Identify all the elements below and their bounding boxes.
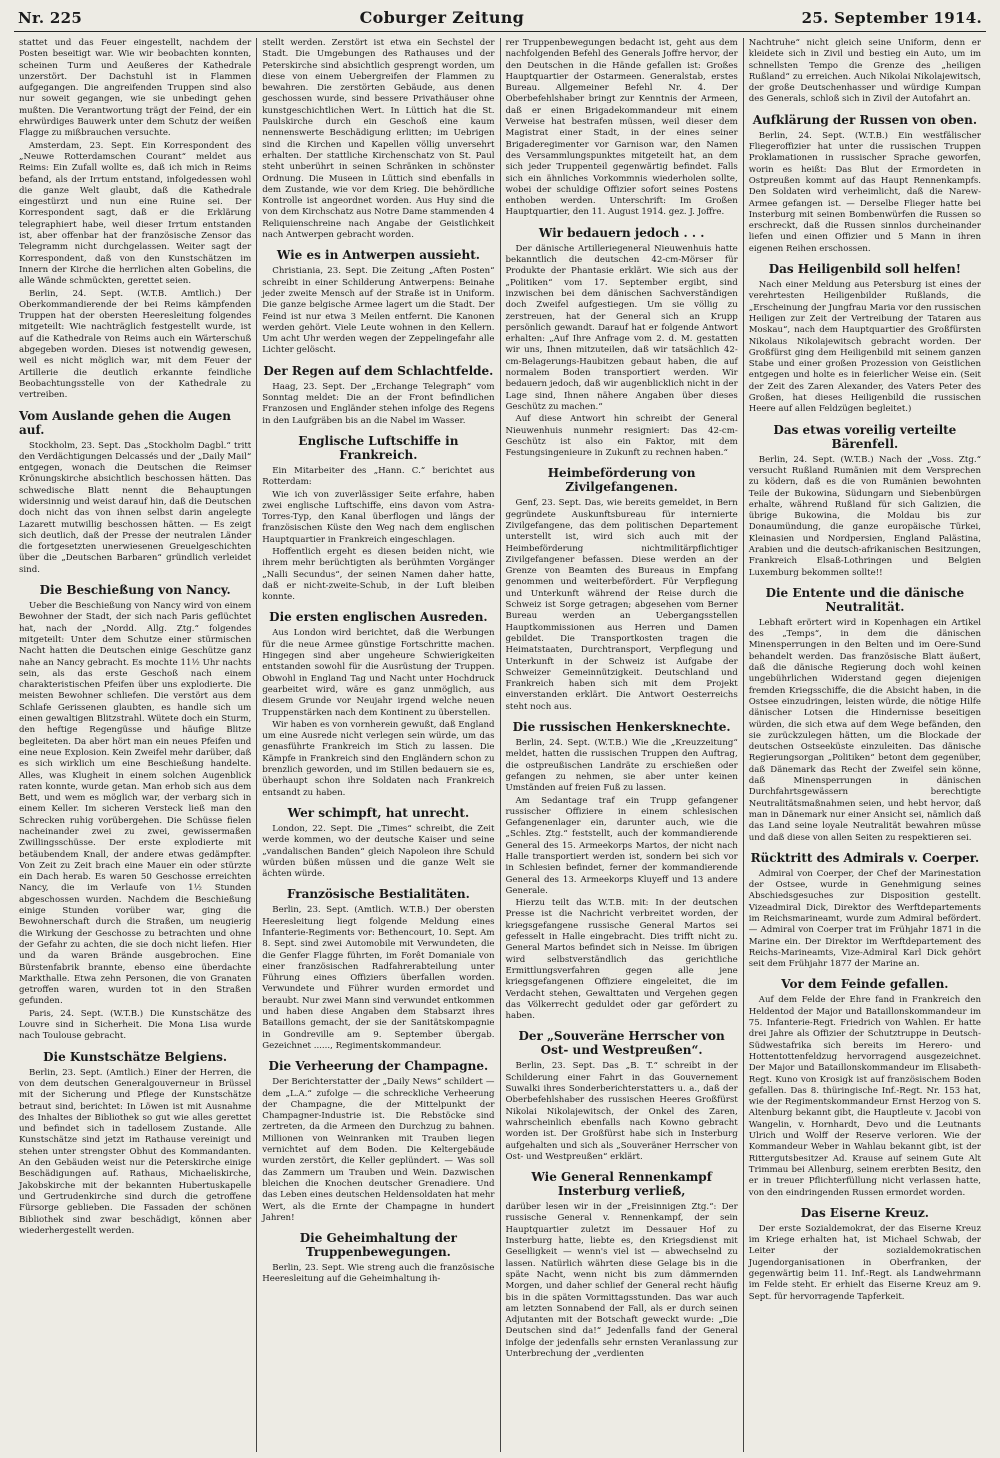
paragraph: Auf dem Felde der Ehre fand in Frankreich den Heldentod der Major und Bataillonskommandeur im 75. Infanterie-Regt. Friedrich von Wahlen. Er hatte drei Jahre als Offizier der Schutztruppe in Deutsch-Südwestafrika sich bereits im Herero- und Hottentottenfeldzug hervorragend ausgezeichnet. Der Major und Bataillonskommandeur im Elisabeth-Regt. Kuno von Krosigk ist auf französischem Boden gefallen. Das 8. thüringische Inf.-Regt. Nr. 153 hat, wie der Regimentskommandeur Ernst Herzog von S. Altenburg bekannt gibt, die Hauptleute v. Jacobi von Wangelin, v. Hornhardt, Devo und die Leutnants Ulrich und Wolff der Reserve verloren. Wie der Kommandeur Weber in Wahlau bekannt gibt, ist der Rittergutsbesitzer Ad. Krause auf seinem Gute Alt Trimmau bei Allenburg, seinem ererbten Besitz, den er in treuer Pflichterfüllung nicht verlassen hatte, von den eindringenden Russen ermordet worden. — [748, 995, 981, 1198]
headline: Aufklärung der Russen von oben. — [752, 112, 978, 127]
paragraph: Der erste Sozialdemokrat, der das Eiserne Kreuz im Kriege erhalten hat, ist Michael Schwab, der Leiter der sozialdemokratischen Jugendorganisationen in Oberfranken, der gegenwärtig beim 11. Inf.-Regt. als Landwehrmann im Felde steht. Er erhielt das Eiserne Kreuz am 9. Sept. für hervorragende Tapferkeit. — [748, 1223, 981, 1302]
headline: Die Beschießung von Nancy. — [39, 583, 231, 598]
headline: Das Heiligenbild soll helfen! — [768, 262, 962, 277]
issue-number: Nr. 225 — [18, 9, 83, 27]
paragraph: Hoffentlich ergeht es diesen beiden nicht, wie ihrem mehr berüchtigten als berühmten Vorgänger „Nalli Secundus“, der seinen Namen daher hatte, daß er nicht-zweite-Schub, in der Luft bleiben konnte. — [262, 546, 495, 603]
headline: Französische Bestialitäten. — [286, 887, 470, 902]
headline: Wie es in Antwerpen aussieht. — [276, 248, 480, 263]
headline: Wer schimpft, hat unrecht. — [287, 805, 470, 820]
paragraph: Der Berichterstatter der „Daily News“ schildert — dem „L.A.“ zufolge — die schreckliche Verheerung der Champagne, die der Mittelpunkt der Champagner-Industrie ist. Die Rebstöcke sind zertreten, da die Armeen den Durchzug zu bahnen. Millionen von Weinranken mit Trauben liegen vernichtet auf dem Boden. Die Keltergebäude wurden zerstört, die Keller geplündert. — Was soll das Zammern um Trauben und Wein. Dazwischen bleichen die Knochen deutscher Grenadiere. Und das Leben eines deutschen Heldensoldaten hat mehr Wert, als die Ernte der Champagne in hundert Jahren! — [262, 1077, 495, 1223]
headline: Die Entente und die dänische Neutralität. — [765, 585, 965, 614]
paragraph: London, 22. Sept. Die „Times“ schreibt, die Zeit werde kommen, wo der deutsche Kaiser und seine „vandalischen Banden“ gleich Napoleon ihre Schuld würden büßen müssen und die ganze Welt sie ächten würde. — [262, 823, 495, 880]
paragraph: Ueber die Beschießung von Nancy wird von einem Bewohner der Stadt, der sich nach Paris geflüchtet hat, nach der „Nordd. Allg. Ztg.“ folgendes mitgeteilt: Unter dem Schutze einer stürmischen Nacht hatten die Deutschen einige Geschütze ganz nahe an Nancy gebracht. Es mochte 11½ Uhr nachts sein, als das erste Geschoß nach einem charakteristischen Pfeifen über uns explodierte. Die meisten Bewohner schliefen. Die verstört aus dem Schlafe Gerissenen glaubten, es handle sich um einen gewaltigen Blitzstrahl. Wütete doch ein Sturm, den heftige Regengüsse und häufige Blitze begleiteten. Da aber hört man ein neues Pfeifen und eine neue Explosion. Kein Zweifel mehr darüber, daß es sich wirklich um eine Beschießung handelte. Alles, was Klugheit in einem solchen Augenblick raten konnte, wurde getan. Man erhob sich aus dem Bett, und wem es möglich war, der verbarg sich in einem Keller. Im sicheren Versteck ließ man den Schrecken ruhig vorübergehen. Die Schüsse fielen nacheinander zwei zu zwei, gewissermaßen Zwillingsschüsse. Der erste explodierte mit betäubendem Knall, der andere etwas gedämpfter. Von Zeit zu Zeit brach eine Mauer ein oder stürzte ein Dach herab. Es waren 50 Geschosse erreichten Nancy, die im Verlaufe von 1½ Stunden abgeschossen wurden. Nachdem die Beschießung einige Stunden vorüber war, ging die Bewohnerschaft durch die Straßen, um neugierig die Wirkung der Geschosse zu betrachten und ohne der Gefahr zu achten, die sie doch nicht liefen. Hier und da waren Brände ausgebrochen. Eine Bürstenfabrik brannte, ebenso eine überdachte Markthalle. Etwa zehn Personen, die von Granaten getroffen waren, wurden tot in den Straßen gefunden. — [19, 601, 252, 1007]
paragraph: Lebhaft erörtert wird in Kopenhagen ein Artikel des „Temps“, in dem die dänischen Minensperrungen in den Belten und im Oere-Sund behandelt werden. Das französische Blatt äußert, daß die dänische Regierung doch wohl keinen ungebührlichen Widerstand gegen diejenigen fremden Kriegsschiffe, die die Absicht haben, in die Ostsee einzudringen, leisten würde, die nötige Hilfe dänischer Lotsen die Hindernisse beseitigen würden, die sich etwa auf dem Wege befänden, den sie zurückzulegen hätten, um die Blockade der deutschen Ostseeküste einzuleiten. Das dänische Regierungsorgan „Politiken“ betont dem gegenüber, daß Dänemark das Recht der Zweifel sein könne, daß Minensperrungen in dänischen Durchfahrtsgewässern berechtigte Neutralitätsmaßnahmen seien, und hebt hervor, daß man in Dänemark nur einer Ansicht sei, nämlich daß das Land seine loyale Neutralität bewahren müsse und daß diese von allen Seiten zu respektieren sei. — [748, 617, 981, 843]
paragraph: rer Truppenbewegungen bedacht ist, geht aus dem nachfolgenden Befehl des Generals Joffre hervor, der den Deutschen in die Hände gefallen ist: Großes Hauptquartier der Ostarmeen. Generalstab, erstes Bureau. Allgemeiner Befehl Nr. 4. Der Oberbefehlshaber bringt zur Kenntnis der Armeen, daß er einen Brigadekommandeur mit einem Verweise hat bestrafen müssen, weil dieser dem Magistrat einer Stadt, in der eines seiner Brigaderegimenter vor Garnison war, den Namen des Versammlungspunktes mitgeteilt hat, an dem sich jeder Truppenteil gegenwärtig befindet. Falls sich ein ähnliches Vorkommnis wiederholen sollte, wobei der schuldige Offizier sofort seines Postens enthoben werden. Unterschrift: Im Großen Hauptquartier, den 11. August 1914. gez. J. Joffre. — [505, 38, 738, 218]
paragraph: Berlin, 23. Sept. (Amtlich.) Einer der Herren, die von dem deutschen Generalgouverneur in Brüssel mit der Sicherung und Pflege der Kunstschätze betraut sind, berichtet: In Löwen ist mit Ausnahme des Inhaltes der Bibliothek so gut wie alles gerettet und befindet sich in tadellosem Zustande. Alle Kunstschätze sind jetzt im Rathause vereinigt und stehen unter strengster Obhut des Kommandanten. An den Gebäuden weist nur die Peterskirche einige Beschädigungen auf. Rathaus, Michaeliskirche, Jakobskirche mit der bekannten Hubertuskapelle und Gertrudenkirche sind durch die getroffene Fürsorge geblieben. Die Fassaden der schönen Bibliothek sind zwar beschädigt, können aber wiederhergestellt werden. — [19, 1067, 252, 1236]
headline: Der Regen auf dem Schlachtfelde. — [263, 363, 494, 378]
paragraph: Berlin, 24. Sept. (W.T.B.) Ein westfälischer Fliegeroffizier hat unter die russischen Truppen Proklamationen in russischer Sprache geworfen, worin es heißt: Das Blut der Ermordeten in Ostpreußen kommt auf das Haupt Rennenkampfs. Den Soldaten wird verheimlicht, daß die Narew-Armee gefangen ist. — Derselbe Flieger hatte bei Insterburg mit seinen Bombenwürfen die Russen so erschreckt, daß die Russen sinnlos durcheinander liefen und einen Offizier und 5 Mann in ihren eigenen Reihen erschossen. — [748, 130, 981, 254]
headline: Der „Souveräne Herrscher von Ost- und Westpreußen“. — [518, 1029, 725, 1058]
column-1 — [14, 38, 257, 1452]
headline: Heimbeförderung von Zivilgefangenen. — [547, 466, 696, 495]
paper-name: Coburger Zeitung — [359, 8, 525, 27]
headline: Die russischen Henkersknechte. — [512, 720, 731, 735]
paragraph: Nach einer Meldung aus Petersburg ist eines der verehrtesten Heiligenbilder Rußlands, die „Erscheinung der Jungfrau Maria vor den russischen Heiligen zur Zeit der Vertreibung der Tataren aus Moskau“, nach dem Hauptquartier des Großfürsten Nikolaus Nikolajewitsch gebracht worden. Der Großfürst ging dem Heiligenbild mit seinem ganzen Stabe und einer großen Prozession von Geistlichen entgegen und holte es in feierlicher Weise ein. (Seit der Zeit des Zaren Alexander, des Vaters Peter des Großen, hat dieses Heiligenbild die russischen Heere auf allen Feldzügen begleitet.) — [748, 280, 981, 415]
paragraph: Hierzu teilt das W.T.B. mit: In der deutschen Presse ist die Nachricht verbreitet worden, der kriegsgefangene russische General Martos sei gefesselt in Halle eingebracht. Dies trifft nicht zu. General Martos befindet sich in Neisse. Im übrigen wird selbstverständlich das gerichtliche Ermittlungsverfahren gegen alle jene kriegsgefangenen Offiziere eingeleitet, die im Verdacht stehen, Gewalttaten und Vergehen gegen das Völkerrecht geduldet oder gar gefördert zu haben. — [505, 898, 738, 1022]
paragraph: stattet und das Feuer eingestellt, nachdem der Posten beseitigt war. Wie wir beobachten konnten, scheinen Turm und Aeußeres der Kathedrale unzerstört. Der Dachstuhl ist in Flammen aufgegangen. Die angreifenden Truppen sind also nur soweit gegangen, wie sie unbedingt gehen mußten. Die Verantwortung trägt der Feind, der ein ehrwürdiges Bauwerk unter dem Schutz der weißen Flagge zu mißbrauchen versuchte. — [19, 38, 252, 139]
paragraph: Stockholm, 23. Sept. Das „Stockholm Dagbl.“ tritt den Verdächtigungen Delcassés und der „Daily Mail“ entgegen, wonach die Deutschen die Reimser Krönungskirche absichtlich beschossen hätten. Das schwedische Blatt nennt die Behauptungen widersinnig und weist darauf hin, daß die Deutschen doch nicht das von ihnen selbst darin angelegte Lazarett mutwillig beschossen hätten. — Es zeigt sich deutlich, daß der Presse der neutralen Länder die fortgesetzten unerwiesenen Greuelgeschichten über die „Deutschen Barbaren“ gründlich verleidet sind. — [19, 440, 252, 575]
paragraph: Admiral von Coerper, der Chef der Marinestation der Ostsee, wurde in Genehmigung seines Abschiedsgesuches zur Disposition gestellt. Vizeadmiral Dick, Direktor des Werftdepartements im Reichsmarineamt, wurde zum Admiral befördert. — Admiral von Coerper trat im Frühjahr 1871 in die Marine ein. Der Direktor im Werftdepartement des Reichs-Marineamts, Vize-Admiral Karl Dick gehört seit dem Frühjahr 1877 der Marine an. — [748, 868, 981, 970]
headline: Die Verheerung der Champagne. — [268, 1059, 489, 1074]
paragraph: Wie ich von zuverlässiger Seite erfahre, haben zwei englische Luftschiffe, eins davon vom Astra-Torres-Typ, den Kanal überflogen und längs der französischen Küste den Weg nach dem englischen Hauptquartier in Frankreich eingeschlagen. — [262, 489, 495, 545]
paragraph: stellt werden. Zerstört ist etwa ein Sechstel der Stadt. Die Umgebungen des Rathauses und der Peterskirche sind absichtlich gesprengt worden, um diese von einem Uebergreifen der Flammen zu bewahren. Die zerstörten Gebäude, aus denen geschossen wurde, sind bessere Privathäuser ohne kunstgeschichtlichen Wert. In Lüttich hat die St. Paulskirche durch ein Geschoß eine kaum nennenswerte Beschädigung erlitten; im Uebrigen sind die Kirchen und Kapellen völlig unversehrt erhalten. Der stattliche Kirchenschatz von St. Paul steht unberührt in seinen Schränken in schönster Ordnung. Die Museen in Lüttich sind ebenfalls in dem Zustande, wie vor dem Krieg. Die behördliche Kontrolle ist angeordnet worden. Aus Huy sind die von dem Kirchschatz aus Notre Dame stammenden 4 Reliquienschreine nach Angabe der Geistlichkeit nach Antwerpen gebracht worden. — [262, 38, 495, 241]
headline: Wir bedauern jedoch . . . — [538, 225, 705, 240]
paragraph: Haag, 23. Sept. Der „Erchange Telegraph“ vom Sonntag meldet: Die an der Front befindlichen Franzosen und Engländer stehen infolge des Regens in den Laufgräben bis an die Nabel im Wasser. — [262, 381, 495, 426]
paragraph: Amsterdam, 23. Sept. Ein Korrespondent des „Neuwe Rotterdamschen Courant“ meldet aus Reims: Ein Zufall wollte es, daß ich mich in Reims befand, als der Irrtum entstand, infolgedessen wohl die ganze Welt glaubt, daß die Kathedrale eingestürzt und nun eine Ruine sei. Der Korrespondent sagt, daß er die Erklärung telegraphiert habe, weil dieser Irrtum entstanden ist, aber offenbar hat der französische Zensor das Telegramm nicht durchgelassen. Weiter sagt der Korrespondent, daß von den Kunstschätzen im Innern der Kirche die herrlichen alten Gobelins, die alle Wände schmückten, gerettet seien. — [19, 140, 252, 287]
headline: Die ersten englischen Ausreden. — [269, 610, 488, 625]
columns — [14, 38, 986, 1452]
paragraph: Nachtruhe“ nicht gleich seine Uniform, denn er kleidete sich in Zivil und bestieg ein Auto, um im schnellsten Tempo die Grenze des „heiligen Rußland“ zu erreichen. Auch Nikolai Nikolajewitsch, der große Deutschenhasser und würdige Kumpan des Generals, schloß sich in Zivil der Autofahrt an. — [748, 38, 981, 105]
headline: Vor dem Feinde gefallen. — [781, 977, 949, 992]
issue-date: 25. September 1914. — [801, 9, 982, 27]
headline: Die Geheimhaltung der Truppenbewegungen. — [299, 1231, 457, 1260]
paragraph: Berlin, 24. Sept. (W.T.B.) Nach der „Voss. Ztg.“ versucht Rußland Rumänien mit dem Versprechen zu ködern, daß es die von Rumänien bewohnten Teile der Bukowina, Südungarn und Siebenbürgen erhalte, während Rußland für sich Galizien, die übrige Bukowina, die Moldau bis zur Donaumündung, die ganze europäische Türkei, Kleinasien und Nordpersien, England Palästina, Arabien und die deutsch-afrikanischen Besitzungen, Frankreich Elsaß-Lothringen und Belgien Luxemburg bekommen sollte!! — [748, 454, 981, 578]
paragraph: Am Sedantage traf ein Trupp gefangener russischer Offiziere in einem schlesischen Gefangenenlager ein, darunter auch, wie die „Schles. Ztg.“ feststellt, auch der kommandierende General des 15. Armeekorps Martos, der nicht nach Halle transportiert werden ist, sondern bei sich vor in Schlesien befindet, ferner der kommandierende General des 13. Armeekorps Kluyeff und 13 andere Generale. — [505, 795, 738, 896]
headline: Das etwas voreilig verteilte Bärenfell. — [773, 422, 957, 451]
column-3 — [501, 38, 744, 1452]
paragraph: Paris, 24. Sept. (W.T.B.) Die Kunstschätze des Louvre sind in Sicherheit. Die Mona Lisa wurde nach Toulouse gebracht. — [19, 1008, 252, 1042]
paragraph: Auf diese Antwort hin schreibt der General Nieuwenhuis nunmehr resigniert: Das 42-cm-Geschütz ist also ein Faktor, mit dem Festungsingenieure in Zukunft zu rechnen haben.“ — [505, 414, 738, 459]
column-4 — [744, 38, 986, 1452]
paragraph: darüber lesen wir in der „Freisinnigen Ztg.“: Der russische General v. Rennenkampf, der sein Hauptquartier zuletzt im Dessauer Hof zu Insterburg hatte, liebte es, den Kriegsdienst mit Geselligkeit — wenn's viel ist — abwechselnd zu lassen. Natürlich währten diese Gelage bis in die späte Nacht, wenn nicht bis zum dämmernden Morgen, und daher schlief der General recht häufig bis in die späten Vormittagsstunden. Das war auch am letzten Sonnabend der Fall, als er durch seinen Adjutanten mit der Botschaft geweckt wurde: „Die Deutschen sind da!“ Jedenfalls fand der General infolge der jedenfalls sehr ernsten Veranlassung zur Unterbrechung der „verdienten — [505, 1202, 738, 1359]
headline: Wie General Rennenkampf Insterburg verließ, — [531, 1170, 712, 1199]
paragraph: Der dänische Artilleriegeneral Nieuwenhuis hatte bekanntlich die deutschen 42-cm-Mörser für Produkte der Phantasie erklärt. Wie sich aus der „Politiken“ vom 17. September ergibt, sind inzwischen bei dem dänischen Sachverständigen doch Zweifel aufgestiegen. Um sie völlig zu zerstreuen, hat der General sich an Krupp persönlich gewandt. Darauf hat er folgende Antwort erhalten: „Auf Ihre Anfrage vom 2. d. M. gestatten wir uns, Ihnen mitzuteilen, daß wir tatsächlich 42-cm-Belagerungs-Haubitzen gebaut haben, die auf normalem Boden transportiert werden. Wir bedauern jedoch, daß wir augenblicklich nicht in der Lage sind, Ihnen nähere Angaben über dieses Geschütz zu machen.“ — [505, 243, 738, 412]
paragraph: Berlin, 24. Sept. (W.T.B. Amtlich.) Der Oberkommandierende der bei Reims kämpfenden Truppen hat der obersten Heeresleitung folgendes mitgeteilt: Wie nachträglich festgestellt wurde, ist auf die Kathedrale von Reims auch ein Wärterschuß abgegeben worden. Dieses ist notwendig gewesen, weil es nicht möglich war, mit dem Feuer der Artillerie die deutlich erkannte feindliche Beobachtungsstelle von der Kathedrale zu vertreiben. — [19, 288, 252, 401]
headline: Englische Luftschiffe in Frankreich. — [298, 433, 459, 462]
headline: Vom Auslande gehen die Augen auf. — [19, 408, 231, 437]
headline: Die Kunstschätze Belgiens. — [43, 1049, 228, 1064]
column-2 — [257, 38, 500, 1452]
paragraph: Genf, 23. Sept. Das, wie bereits gemeldet, in Bern gegründete Auskunftsbureau für internierte Zivilgefangene, das dem politischen Departement unterstellt ist, wird sich auch mit der Heimbeförderung nichtmilitärpflichtiger Zivilgefangener befassen. Diese werden an der Grenze von Beamten des Bureaus in Empfang genommen und weiterbefördert. Für Verpflegung und Unterkunft während der Reise durch die Schweiz ist Sorge getragen; abgesehen vom Berner Bureau werden an Uebergangsstellen Hauptkommissionen aus Herren und Damen gebildet. Die Transportkosten tragen die Heimatstaaten, Durchtransport, Verpflegung und Unterkunft in der Schweiz ist Aufgabe der Schweizer Gemeinnützigkeit. Deutschland und Frankreich haben sich mit dem Projekt einverstanden erklärt. Die Antwort Oesterreichs steht noch aus. — [505, 498, 738, 712]
masthead — [14, 8, 986, 32]
paragraph: Christiania, 23. Sept. Die Zeitung „Aften Posten“ schreibt in einer Schilderung Antwerpens: Beinahe jeder zweite Mensch auf der Straße ist in Uniform. Die ganze belgische Armee lagert um die Stadt. Der Feind ist nur etwa 3 Meilen entfernt. Die Kanonen werden gehört. Viele Leute wohnen in den Kellern. Um acht Uhr werden wegen der Zeppelingefahr alle Lichter gelöscht. — [262, 266, 495, 356]
paragraph: Wir haben es von vornherein gewußt, daß England um eine Ausrede nicht verlegen sein würde, um das genasführte Frankreich im Stich zu lassen. Die Kämpfe in Frankreich sind den Engländern schon zu brenzlich geworden, und im Stillen bedauern sie es, überhaupt schon ihre Soldaten nach Frankreich entsandt zu haben. — [262, 719, 495, 798]
headline: Rücktritt des Admirals v. Coerper. — [750, 850, 980, 865]
paragraph: Berlin, 23. Sept. Wie streng auch die französische Heeresleitung auf die Geheimhaltung ih- — [262, 1263, 495, 1285]
paragraph: Aus London wird berichtet, daß die Werbungen für die neue Armee günstige Fortschritte machen. Hingegen sind aber ungeheure Schwierigkeiten entstanden sowohl für die Ausrüstung der Truppen. Obwohl in England Tag und Nacht unter Hochdruck gearbeitet wird, wäre es ganz unmöglich, aus diesem Grunde vor Neujahr irgend welche neuen Truppenstärken nach dem Kontinent zu überstellen. — [262, 628, 495, 718]
paragraph: Berlin, 23. Sept. (Amtlich. W.T.B.) Der obersten Heeresleitung liegt folgende Meldung eines Infanterie-Regiments vor: Bethencourt, 10. Sept. Am 8. Sept. sind zwei Automobile mit Verwundeten, die die Genfer Flagge führten, im Forêt Domaniale von einer französischen Radfahrerabteilung unter Führung eines Offiziers überfallen worden. Verwundete und Führer wurden ermordet und beraubt. Nur zwei Mann sind verwundet entkommen und haben diese Angaben dem Stabsarzt ihres Bataillons gemacht, der sie der Sanitätskompagnie in Gondreville am 9. September übergab. Gezeichnet ......, Regimentskommandeur. — [262, 905, 495, 1051]
headline: Das Eiserne Kreuz. — [800, 1205, 929, 1220]
paragraph: Berlin, 24. Sept. (W.T.B.) Wie die „Kreuzzeitung“ meldet, hatten die russischen Truppen den Auftrag, die ostpreußischen Landräte zu erschießen oder gefangen zu nehmen, sie aber unter keinen Umständen auf freien Fuß zu lassen. — [505, 738, 738, 794]
paragraph: Berlin, 23. Sept. Das „B. T.“ schreibt in der Schilderung einer Fahrt in das Gouvernement Suwalki ihres Sonderberichterstatters u. a., daß der Oberbefehlshaber des russischen Heeres Großfürst Nikolai Nikolajewitsch, der Onkel des Zaren, wahrscheinlich ebenfalls nach Kowno gebracht worden ist. Der Großfürst habe sich in Insterburg aufgehalten und sich als „Souveräner Herrscher von Ost- und Westpreußen“ erklärt. — [505, 1061, 738, 1162]
paragraph: Ein Mitarbeiter des „Hann. C.“ berichtet aus Rotterdam: — [262, 465, 495, 488]
